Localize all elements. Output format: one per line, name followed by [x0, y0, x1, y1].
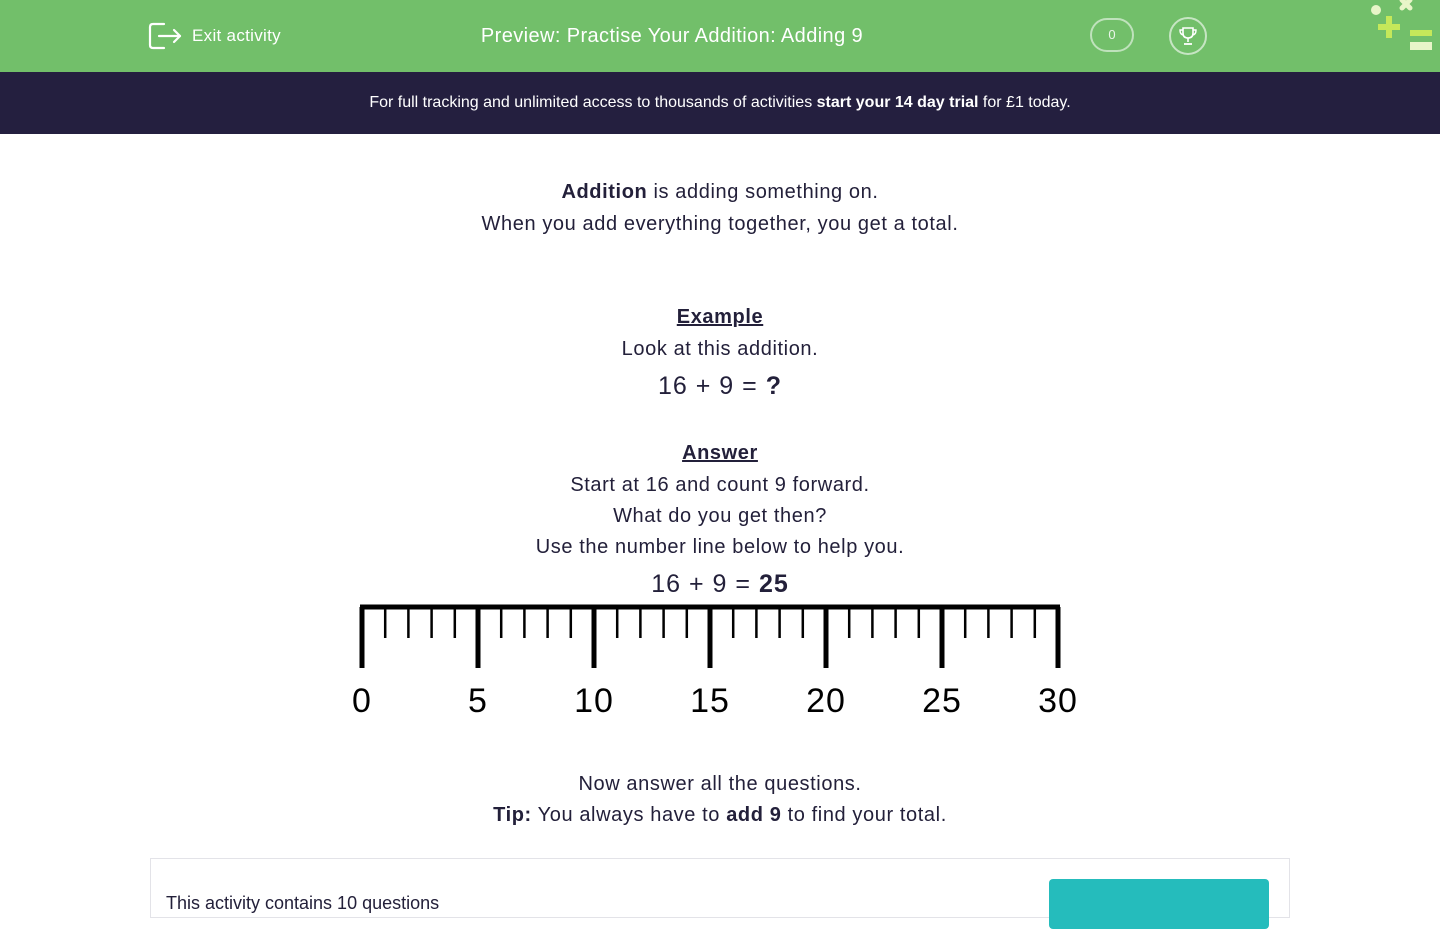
brand-logo	[1364, 0, 1440, 60]
intro-line-1	[0, 181, 1440, 204]
number-line-label: 10	[574, 682, 614, 720]
trophy-button[interactable]	[1169, 17, 1207, 55]
exit-activity-label: Exit activity	[192, 26, 281, 45]
example-equation-text: 16 + 9 =	[658, 372, 766, 400]
answer-equation-text: 16 + 9 =	[651, 570, 759, 598]
tip-line	[0, 804, 1440, 827]
banner-text: For full tracking and unlimited access to thousands of activities	[369, 94, 817, 111]
number-line-label: 25	[922, 682, 962, 720]
answer-equation	[0, 570, 1440, 599]
trial-link[interactable]: start your 14 day trial	[816, 94, 979, 111]
answer-line-2: What do you get then?	[613, 505, 827, 527]
example-unknown: ?	[765, 372, 782, 400]
example-instruction: Look at this addition.	[621, 338, 819, 360]
question-card	[150, 858, 1290, 918]
number-line	[340, 600, 1100, 730]
example-heading: Example	[676, 306, 764, 328]
tip-text: You always have to	[531, 804, 727, 826]
answer-line-3: Use the number line below to help you.	[535, 536, 905, 558]
answer-result: 25	[758, 570, 789, 598]
banner-text-end: for £1 today.	[978, 94, 1071, 111]
intro-line-2: When you add everything together, you get a total.	[481, 213, 959, 235]
trophy-icon	[1177, 25, 1199, 47]
tip-label: Tip:	[493, 804, 532, 826]
start-activity-button[interactable]	[1049, 879, 1269, 929]
score-badge: 0	[1090, 18, 1134, 52]
tip-emphasis: add 9	[726, 804, 782, 826]
number-line-label: 15	[690, 682, 730, 720]
number-line-label: 5	[468, 682, 488, 720]
question-count-text: This activity contains 10 questions	[166, 893, 440, 913]
intro-text: is adding something on.	[647, 181, 879, 203]
instructions-line: Now answer all the questions.	[578, 773, 862, 795]
number-line-label: 30	[1038, 682, 1078, 720]
top-bar	[0, 0, 1440, 72]
intro-keyword: Addition	[561, 181, 648, 203]
example-equation	[0, 372, 1440, 401]
trial-banner	[0, 72, 1440, 134]
number-line-label: 20	[806, 682, 846, 720]
number-line-label: 0	[352, 682, 372, 720]
activity-title: Preview: Practise Your Addition: Adding 9	[480, 25, 864, 47]
answer-line-1: Start at 16 and count 9 forward.	[570, 474, 870, 496]
tip-text-end: to find your total.	[781, 804, 947, 826]
answer-heading: Answer	[682, 442, 758, 464]
